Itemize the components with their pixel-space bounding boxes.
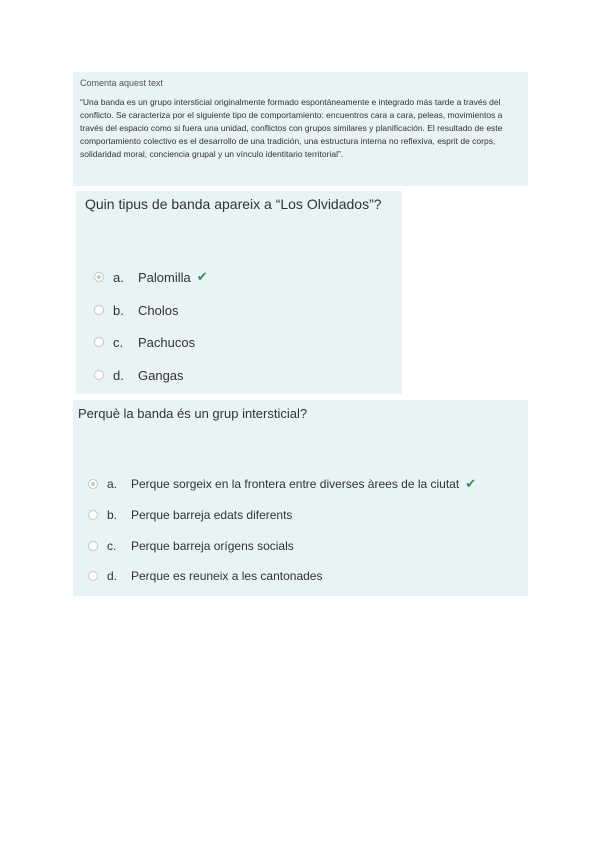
question-1-option-d[interactable]	[94, 366, 184, 384]
question-2-option-d[interactable]	[88, 567, 322, 585]
question-2-option-c[interactable]	[88, 537, 294, 555]
option-label: Perque es reuneix a les cantonades	[131, 569, 323, 583]
radio-button[interactable]	[88, 510, 98, 520]
option-letter: b.	[107, 508, 118, 522]
question-2-panel	[73, 400, 528, 596]
radio-button-selected[interactable]	[94, 272, 104, 282]
radio-button[interactable]	[88, 541, 98, 551]
question-1-text: Quin tipus de banda apareix a “Los Olvidados”?	[85, 196, 382, 212]
option-label: Gangas	[138, 367, 184, 383]
option-label: Cholos	[138, 302, 179, 318]
option-letter: a.	[107, 477, 118, 491]
question-2-text: Perquè la banda és un grup intersticial?	[78, 406, 308, 421]
radio-button[interactable]	[94, 370, 104, 380]
comment-text-panel	[73, 72, 528, 186]
radio-button[interactable]	[94, 337, 104, 347]
question-1-panel	[76, 191, 402, 394]
comment-title: Comenta aquest text	[80, 78, 164, 88]
option-letter: d.	[107, 569, 118, 583]
comment-quote: “Una banda es un grupo intersticial originalmente formado espontáneamente e integrado más tarde a través del conflicto. Se caracteriza por el siguiente tipo de comportamiento: encuentros cara a cara, peleas, movimientos a través del espacio como si fuera una unidad, conflictos con grupos similares y planificación. El resultado de este comportamiento colectivo es el desarrollo de una tradición, una estructura interna no reflexiva, esprit de corps, solidaridad moral, conciencia grupal y un vínculo identitario territorial”.	[80, 97, 503, 159]
option-label: Perque barreja edats diferents	[131, 508, 293, 522]
check-icon: ✔	[196, 269, 208, 285]
question-1-option-a[interactable]	[94, 268, 208, 286]
option-label: Palomilla	[138, 269, 191, 285]
option-letter: d.	[113, 367, 124, 383]
question-2-option-a[interactable]	[88, 475, 476, 493]
option-letter: b.	[113, 302, 124, 318]
check-icon: ✔	[465, 476, 477, 492]
radio-button[interactable]	[94, 305, 104, 315]
radio-button-selected[interactable]	[88, 479, 98, 489]
option-label: Pachucos	[138, 334, 196, 350]
option-letter: a.	[113, 269, 124, 285]
question-1-option-b[interactable]	[94, 301, 178, 319]
option-label: Perque sorgeix en la frontera entre diverses àrees de la ciutat	[131, 477, 460, 491]
option-letter: c.	[107, 539, 117, 553]
radio-button[interactable]	[88, 571, 98, 581]
option-label: Perque barreja orígens socials	[131, 539, 294, 553]
question-2-option-b[interactable]	[88, 506, 292, 524]
question-1-option-c[interactable]	[94, 333, 195, 351]
option-letter: c.	[113, 334, 124, 350]
